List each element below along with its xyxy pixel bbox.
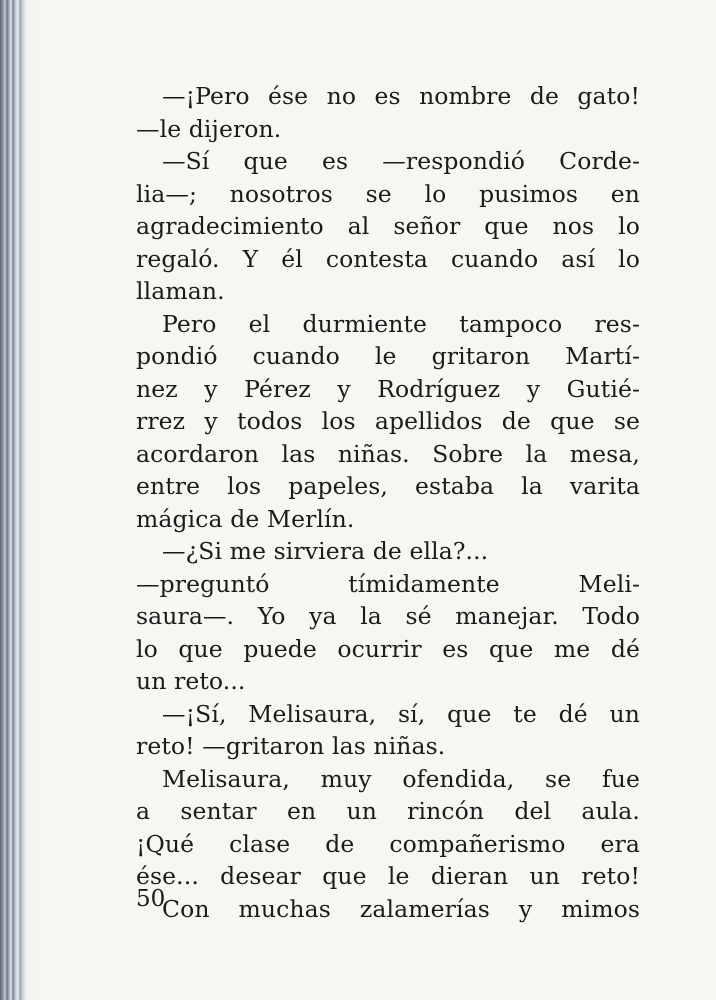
text-line: un reto... [136,667,246,695]
text-line: rrez y todos los apellidos de que se [136,407,640,435]
text-line: —¡Pero ése no es nombre de gato! [162,82,640,110]
text-line: nez y Pérez y Rodríguez y Gutié- [136,374,640,403]
text-line: pondió cuando le gritaron Martí- [136,342,640,370]
text-line: Pero el durmiente tampoco res- [162,309,640,338]
text-line: —preguntó tímidamente Meli- [136,569,640,598]
text-line: Con muchas zalamerías y mimos [162,894,640,923]
text-line: reto! —gritaron las niñas. [136,732,446,760]
text-line: entre los papeles, estaba la varita [136,472,640,500]
page-number: 50 [136,886,166,912]
text-line: saura—. Yo ya la sé manejar. Todo [136,602,640,630]
text-line: ¡Qué clase de compañerismo era [136,829,640,858]
text-line: llaman. [136,277,225,305]
text-line: agradecimiento al señor que nos lo [136,212,640,240]
text-line: mágica de Merlín. [136,504,355,533]
text-line: —¿Si me sirviera de ella?... [162,537,489,565]
page-body [136,80,640,925]
text-line: Melisaura, muy ofendida, se fue [162,764,640,793]
text-line: —Sí que es —respondió Corde- [162,147,640,175]
text-line: acordaron las niñas. Sobre la mesa, [136,439,640,468]
text-line: lo que puede ocurrir es que me dé [136,634,640,663]
text-line: lia—; nosotros se lo pusimos en [136,179,640,208]
text-line: —¡Sí, Melisaura, sí, que te dé un [162,699,640,728]
text-line: ése... desear que le dieran un reto! [136,862,640,890]
text-line: regaló. Y él contesta cuando así lo [136,244,640,273]
text-line: —le dijeron. [136,114,282,143]
book-spine-edge [0,0,40,1000]
text-line: a sentar en un rincón del aula. [136,797,640,825]
